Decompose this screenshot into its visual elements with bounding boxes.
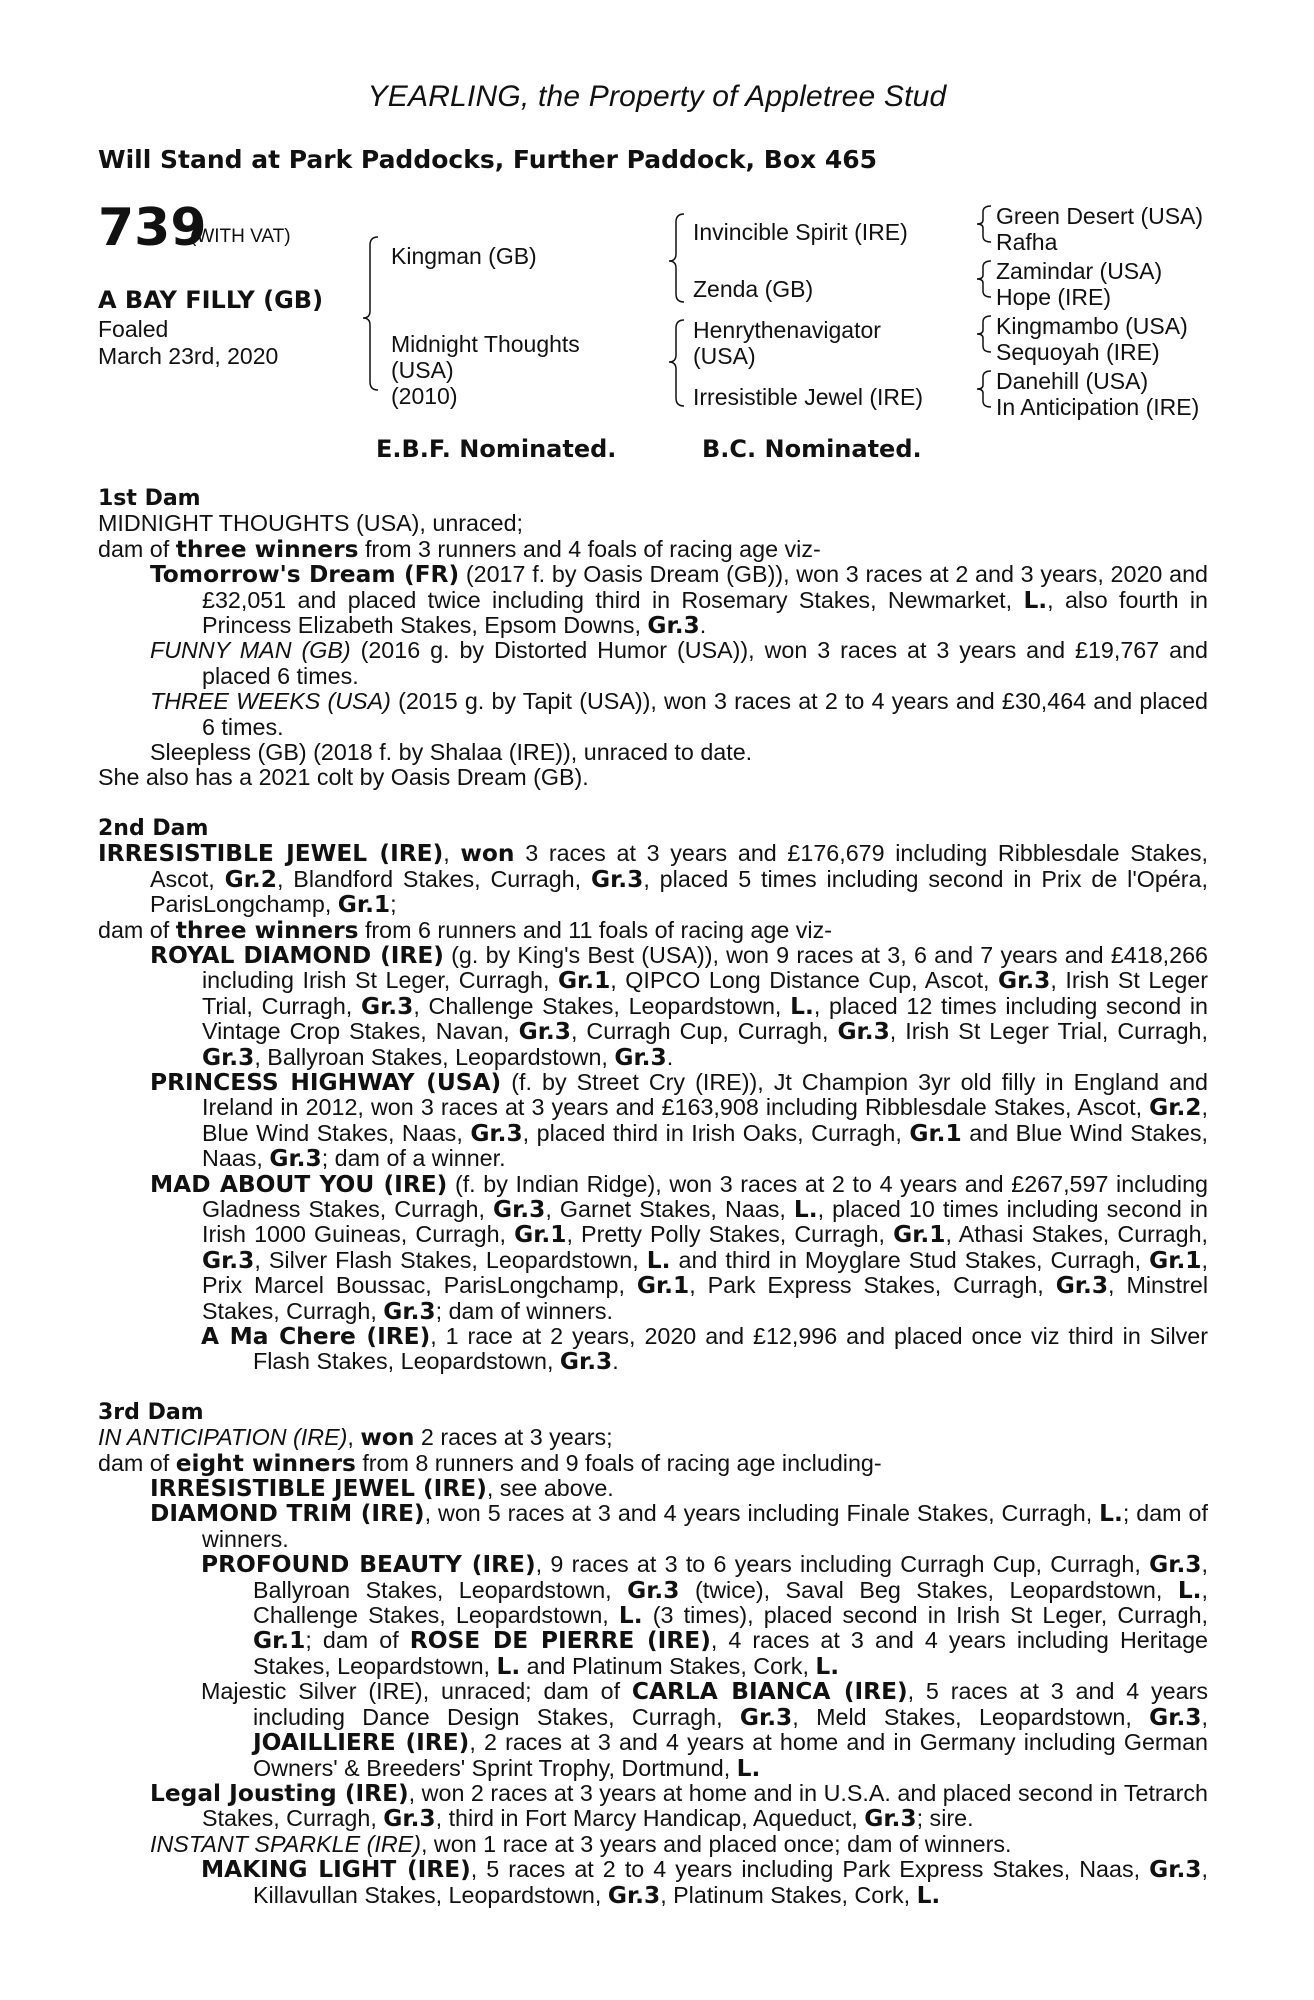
dam-line: MIDNIGHT THOUGHTS (USA), unraced;: [98, 510, 524, 537]
lot-number: 739: [98, 198, 207, 258]
ssd: Rafha: [996, 229, 1058, 255]
produce-entry: FUNNY MAN (GB) (2016 g. by Distorted Humor (USA)), won 3 races at 3 years and £19,767 and placed 6 times.: [150, 637, 1208, 689]
stand-location: Will Stand at Park Paddocks, Further Paddock, Box 465: [98, 145, 878, 174]
produce-entry: DIAMOND TRIM (IRE), won 5 races at 3 and 4 years including Finale Stakes, Curragh, L.; dam of winners.: [150, 1500, 1208, 1552]
produce-entry: Sleepless (GB) (2018 f. by Shalaa (IRE)), unraced to date.: [150, 739, 753, 766]
sire-dam: Zenda (GB): [693, 276, 814, 302]
sds: Zamindar (USA): [996, 258, 1163, 284]
foaled-label: Foaled: [98, 316, 169, 342]
produce-entry: A Ma Chere (IRE), 1 race at 2 years, 2020 and £12,996 and placed once viz third in Silver Flash Stakes, Leopardstown, Gr.3.: [201, 1323, 1208, 1376]
bc-nomination: B.C. Nominated.: [702, 435, 922, 463]
ddd: In Anticipation (IRE): [996, 394, 1200, 420]
dam-sire: [693, 317, 881, 369]
produce-entry: Tomorrow's Dream (FR) (2017 f. by Oasis Dream (GB)), won 3 races at 2 and 3 years, 2020 and £32,051 and placed twice including third in Rosemary Stakes, Newmarket, L., also fourth in Princess Elizabeth Stakes, Epsom Downs, Gr.3.: [150, 561, 1208, 640]
dam-produce-line: dam of three winners from 6 runners and 11 foals of racing age viz-: [98, 916, 832, 944]
produce-entry: MAKING LIGHT (IRE), 5 races at 2 to 4 years including Park Express Stakes, Naas, Gr.3, Killavullan Stakes, Leopardstown, Gr.3, Platinum Stakes, Cork, L.: [201, 1856, 1208, 1909]
third-dam-heading: 3rd Dam: [98, 1399, 204, 1425]
dam: [391, 331, 580, 409]
dam-line: IRRESISTIBLE JEWEL (IRE), won 3 races at 3 years and £176,679 including Ribblesdale Stakes, Ascot, Gr.2, Blandford Stakes, Curragh, Gr.3, placed 5 times including second in Prix de l'Opéra, ParisLongchamp, Gr.1;: [98, 840, 1208, 919]
dam-line: IN ANTICIPATION (IRE), won 2 races at 3 years;: [98, 1424, 613, 1452]
first-dam-heading: 1st Dam: [98, 486, 201, 511]
produce-entry: THREE WEEKS (USA) (2015 g. by Tapit (USA)), won 3 races at 2 to 4 years and £30,464 and placed 6 times.: [150, 688, 1208, 740]
produce-entry: MAD ABOUT YOU (IRE) (f. by Indian Ridge), won 3 races at 2 to 4 years and £267,597 including Gladness Stakes, Curragh, Gr.3, Garnet Stakes, Naas, L., placed 10 times including second in Irish 1000 Guineas, Curragh, Gr.1, Pretty Polly Stakes, Curragh, Gr.1, Athasi Stakes, Curragh, Gr.3, Silver Flash Stakes, Leopardstown, L. and third in Moyglare Stud Stakes, Curragh, Gr.1, Prix Marcel Boussac, ParisLongchamp, Gr.1, Park Express Stakes, Curragh, Gr.3, Minstrel Stakes, Curragh, Gr.3; dam of winners.: [150, 1170, 1209, 1325]
dam-sire-name: Henrythenavigator: [693, 317, 881, 343]
dam-country: (USA): [391, 357, 454, 383]
sire-sire: Invincible Spirit (IRE): [693, 219, 908, 245]
sss: Green Desert (USA): [996, 203, 1204, 229]
produce-entry: ROYAL DIAMOND (IRE) (g. by King's Best (USA)), won 9 races at 3, 6 and 7 years and £418,266 including Irish St Leger, Curragh, Gr.1, QIPCO Long Distance Cup, Ascot, Gr.3, Irish St Leger Trial, Curragh, Gr.3, Challenge Stakes, Leopardstown, L., placed 12 times including second in Vintage Crop Stakes, Navan, Gr.3, Curragh Cup, Curragh, Gr.3, Irish St Leger Trial, Curragh, Gr.3, Ballyroan Stakes, Leopardstown, Gr.3.: [150, 941, 1209, 1071]
second-dam-heading: 2nd Dam: [98, 815, 209, 841]
dds: Danehill (USA): [996, 368, 1149, 394]
dam-produce-line: dam of eight winners from 8 runners and 9 foals of racing age including-: [98, 1449, 882, 1477]
dam-year: (2010): [391, 383, 458, 409]
dam-dam: Irresistible Jewel (IRE): [693, 384, 924, 410]
page-title: YEARLING, the Property of Appletree Stud: [367, 80, 947, 113]
sdd: Hope (IRE): [996, 284, 1112, 310]
produce-entry: PROFOUND BEAUTY (IRE), 9 races at 3 to 6 years including Curragh Cup, Curragh, Gr.3, Ballyroan Stakes, Leopardstown, Gr.3 (twice), Saval Beg Stakes, Leopardstown, L., Challenge Stakes, Leopardstown, L. (3 times), placed second in Irish St Leger, Curragh, Gr.1; dam of ROSE DE PIERRE (IRE), 4 races at 3 and 4 years including Heritage Stakes, Leopardstown, L. and Platinum Stakes, Cork, L.: [201, 1551, 1209, 1680]
produce-entry: INSTANT SPARKLE (IRE), won 1 race at 3 years and placed once; dam of winners.: [150, 1830, 1012, 1857]
produce-entry: Legal Jousting (IRE), won 2 races at 3 years at home and in U.S.A. and placed second in Tetrarch Stakes, Curragh, Gr.3, third in Fort Marcy Handicap, Aqueduct, Gr.3; sire.: [150, 1779, 1208, 1833]
dam-produce-line: dam of three winners from 3 runners and 4 foals of racing age viz-: [98, 535, 821, 563]
dsd: Sequoyah (IRE): [996, 339, 1160, 365]
horse-description: A BAY FILLY (GB): [98, 286, 324, 314]
sire: Kingman (GB): [391, 243, 537, 269]
vat-note: (WITH VAT): [190, 226, 291, 247]
dam-sire-country: (USA): [693, 343, 756, 369]
produce-entry: IRRESISTIBLE JEWEL (IRE), see above.: [150, 1475, 614, 1503]
produce-note: She also has a 2021 colt by Oasis Dream (GB).: [98, 764, 589, 791]
foaled-date: March 23rd, 2020: [98, 343, 279, 369]
dam-name: Midnight Thoughts: [391, 331, 580, 357]
produce-entry: Majestic Silver (IRE), unraced; dam of CARLA BIANCA (IRE), 5 races at 3 and 4 years including Dance Design Stakes, Curragh, Gr.3, Meld Stakes, Leopardstown, Gr.3, JOAILLIERE (IRE), 2 races at 3 and 4 years at home and in Germany including German Owners' & Breeders' Sprint Trophy, Dortmund, L.: [201, 1678, 1208, 1782]
produce-entry: PRINCESS HIGHWAY (USA) (f. by Street Cry (IRE)), Jt Champion 3yr old filly in England and Ireland in 2012, won 3 races at 3 years and £163,908 including Ribblesdale Stakes, Ascot, Gr.2, Blue Wind Stakes, Naas, Gr.3, placed third in Irish Oaks, Curragh, Gr.1 and Blue Wind Stakes, Naas, Gr.3; dam of a winner.: [150, 1068, 1208, 1173]
catalogue-text: [98, 486, 1208, 1908]
dss: Kingmambo (USA): [996, 313, 1188, 339]
ebf-nomination: E.B.F. Nominated.: [376, 435, 617, 463]
